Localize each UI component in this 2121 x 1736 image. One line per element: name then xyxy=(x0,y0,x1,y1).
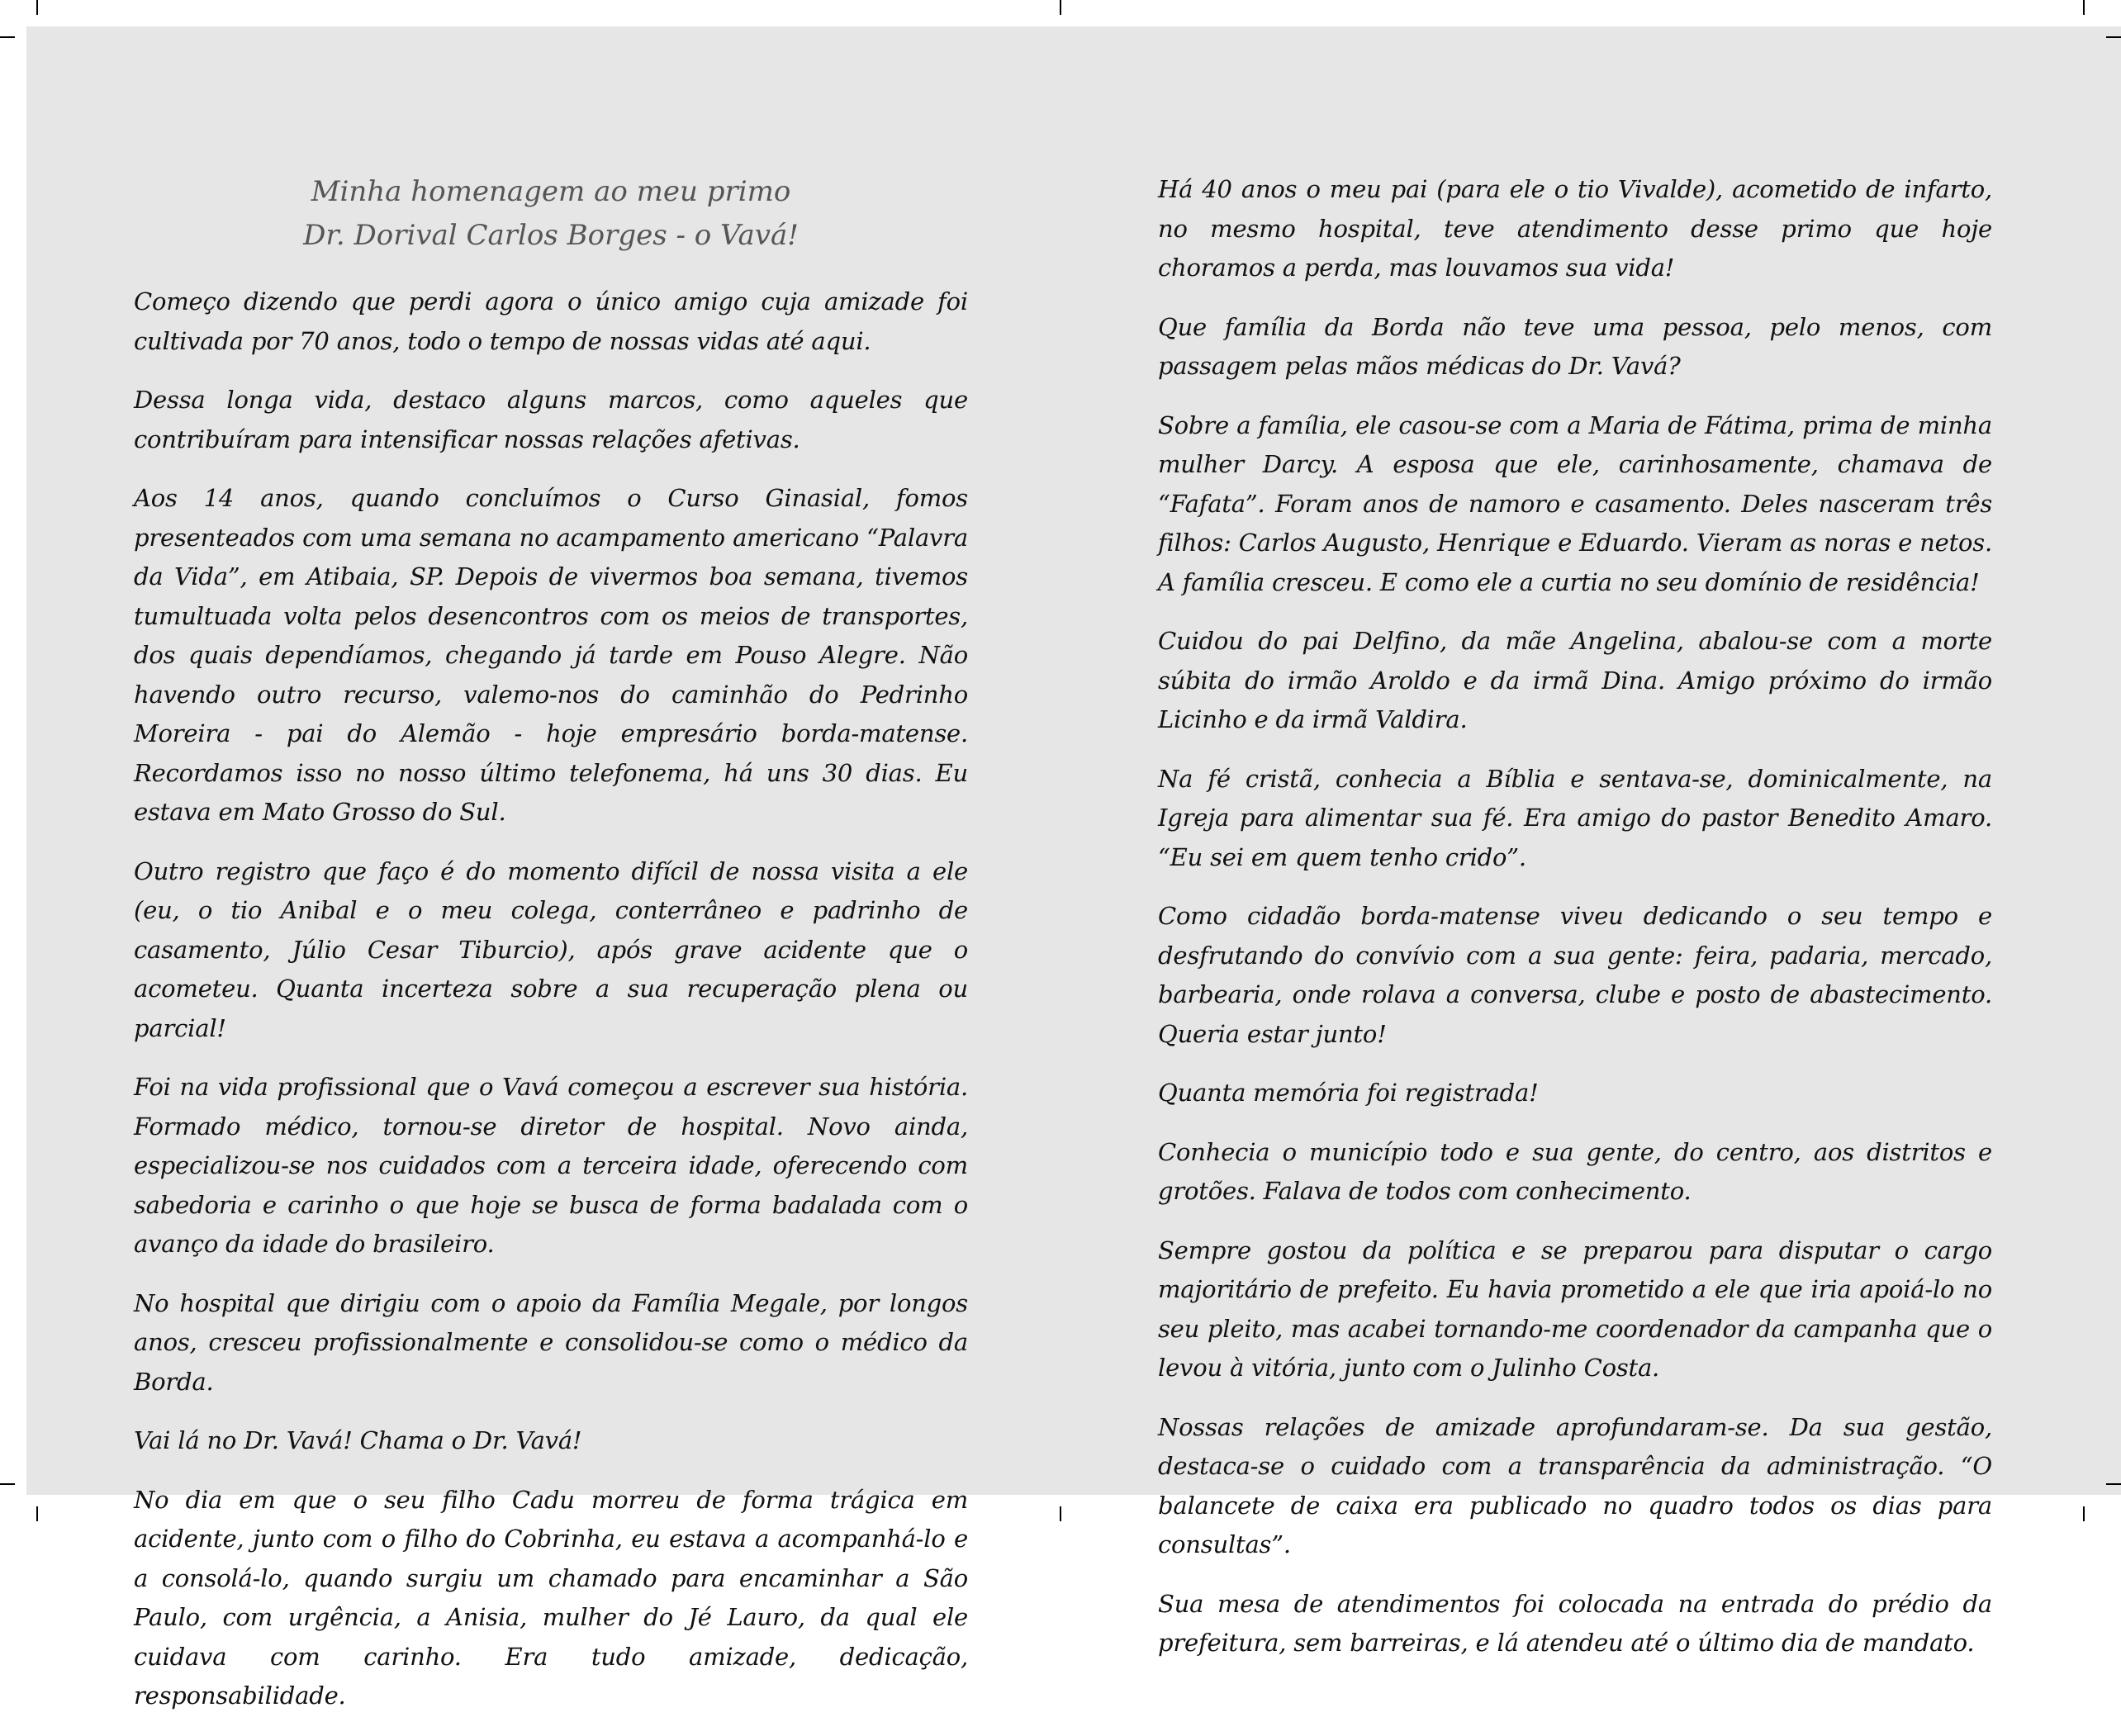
crop-mark-top-right-v xyxy=(2083,0,2085,15)
crop-mark-bottom-left-h xyxy=(0,1483,15,1485)
paragraph: Como cidadão borda-matense viveu dedicando o seu tempo e desfrutando do convívio com a sua gente: feira, padaria, mercado, barbearia, onde rolava a conversa, clube e posto de abastecimento. Queria estar junto! xyxy=(1158,902,1992,1048)
crop-mark-bottom-left-v xyxy=(36,1506,38,1521)
title-line-2: Dr. Dorival Carlos Borges - o Vavá! xyxy=(303,219,799,252)
paragraph: Sua mesa de atendimentos foi colocada na entrada do prédio da prefeitura, sem barreiras, e lá atendeu até o último dia de mandato. xyxy=(1158,1589,1992,1657)
paragraph: Foi na vida profissional que o Vavá começou a escrever sua história. Formado médico, tornou-se diretor de hospital. Novo ainda, especializou-se nos cuidados com a terceira idade, oferecendo com sabedoria e carinho o que hoje se busca de forma badalada com o avanço da idade do brasileiro. xyxy=(134,1073,968,1258)
crop-mark-top-left-h xyxy=(0,36,15,38)
homage-title xyxy=(134,170,968,258)
paragraph: No dia em que o seu filho Cadu morreu de forma trágica em acidente, junto com o filho do Cobrinha, eu estava a acompanhá-lo e a consolá-lo, quando surgiu um chamado para encaminhar a São Paulo, com urgência, a Anisia, mulher do Jé Lauro, da qual ele cuidava com carinho. Era tudo amizade, dedicação, responsabilidade. xyxy=(134,1485,968,1710)
crop-mark-bottom-right-v xyxy=(2083,1506,2085,1521)
crop-mark-bottom-right-h xyxy=(2106,1483,2121,1485)
paragraph: Sobre a família, ele casou-se com a Maria de Fátima, prima de minha mulher Darcy. A esposa que ele, carinhosamente, chamava de “Fafata”. Foram anos de namoro e casamento. Deles nasceram três filhos: Carlos Augusto, Henrique e Eduardo. Vieram as noras e netos. A família cresceu. E como ele a curtia no seu domínio de residência! xyxy=(1158,410,1992,596)
paragraph: Conhecia o município todo e sua gente, do centro, aos distritos e grotões. Falava de todos com conhecimento. xyxy=(1158,1137,1992,1205)
paragraph: Começo dizendo que perdi agora o único amigo cuja amizade foi cultivada por 70 anos, todo o tempo de nossas vidas até aqui. xyxy=(134,287,968,355)
paragraph: Há 40 anos o meu pai (para ele o tio Vivalde), acometido de infarto, no mesmo hospital, teve atendimento desse primo que hoje choramos a perda, mas louvamos sua vida! xyxy=(1158,175,1992,282)
paragraph: Dessa longa vida, destaco alguns marcos, como aqueles que contribuíram para intensificar nossas relações afetivas. xyxy=(134,386,968,453)
paragraph: No hospital que dirigiu com o apoio da Família Megale, por longos anos, cresceu profissionalmente e consolidou-se como o médico da Borda. xyxy=(134,1288,968,1396)
paragraph: Sempre gostou da política e se preparou para disputar o cargo majoritário de prefeito. Eu havia prometido a ele que iria apoiá-lo no seu pleito, mas acabei tornando-me coordenador da campanha que o levou à vitória, junto com o Julinho Costa. xyxy=(1158,1236,1992,1382)
paragraph: Outro registro que faço é do momento difícil de nossa visita a ele (eu, o tio Anibal e o meu colega, conterrâneo e padrinho de casamento, Júlio Cesar Tiburcio), após grave acidente que o acometeu. Quanta incerteza sobre a sua recuperação plena ou parcial! xyxy=(134,856,968,1042)
crop-mark-top-right-h xyxy=(2106,36,2121,38)
right-page xyxy=(1158,170,1992,1683)
paragraph: Nossas relações de amizade aprofundaram-se. Da sua gestão, destaca-se o cuidado com a transparência da administração. “O balancete de caixa era publicado no quadro todos os dias para consultas”. xyxy=(1158,1412,1992,1558)
paragraph: Quanta memória foi registrada! xyxy=(1158,1079,1539,1107)
paragraph: Cuidou do pai Delfino, da mãe Angelina, abalou-se com a morte súbita do irmão Aroldo e da irmã Dina. Amigo próximo do irmão Licinho e da irmã Valdira. xyxy=(1158,627,1992,733)
crop-mark-top-center xyxy=(1060,0,1061,15)
title-line-1: Minha homenagem ao meu primo xyxy=(311,175,791,208)
left-page xyxy=(134,170,968,1736)
crop-mark-top-left-v xyxy=(36,0,38,15)
paragraph: Na fé cristã, conhecia a Bíblia e sentava-se, dominicalmente, na Igreja para alimentar sua fé. Era amigo do pastor Benedito Amaro. “Eu sei em quem tenho crido”. xyxy=(1158,764,1992,871)
paragraph: Aos 14 anos, quando concluímos o Curso Ginasial, fomos presenteados com uma semana no acampamento americano “Palavra da Vida”, em Atibaia, SP. Depois de vivermos boa semana, tivemos tumultuada volta pelos desencontros com os meios de transportes, dos quais dependíamos, chegando já tarde em Pouso Alegre. Não havendo outro recurso, valemo-nos do caminhão do Pedrinho Moreira - pai do Alemão - hoje empresário borda-matense. Recordamos isso no nosso último telefonema, há uns 30 dias. Eu estava em Mato Grosso do Sul. xyxy=(134,484,968,826)
paragraph: Que família da Borda não teve uma pessoa, pelo menos, com passagem pelas mãos médicas do Dr. Vavá? xyxy=(1158,312,1992,380)
crop-mark-bottom-center xyxy=(1060,1506,1061,1521)
paragraph: Vai lá no Dr. Vavá! Chama o Dr. Vavá! xyxy=(134,1426,582,1454)
